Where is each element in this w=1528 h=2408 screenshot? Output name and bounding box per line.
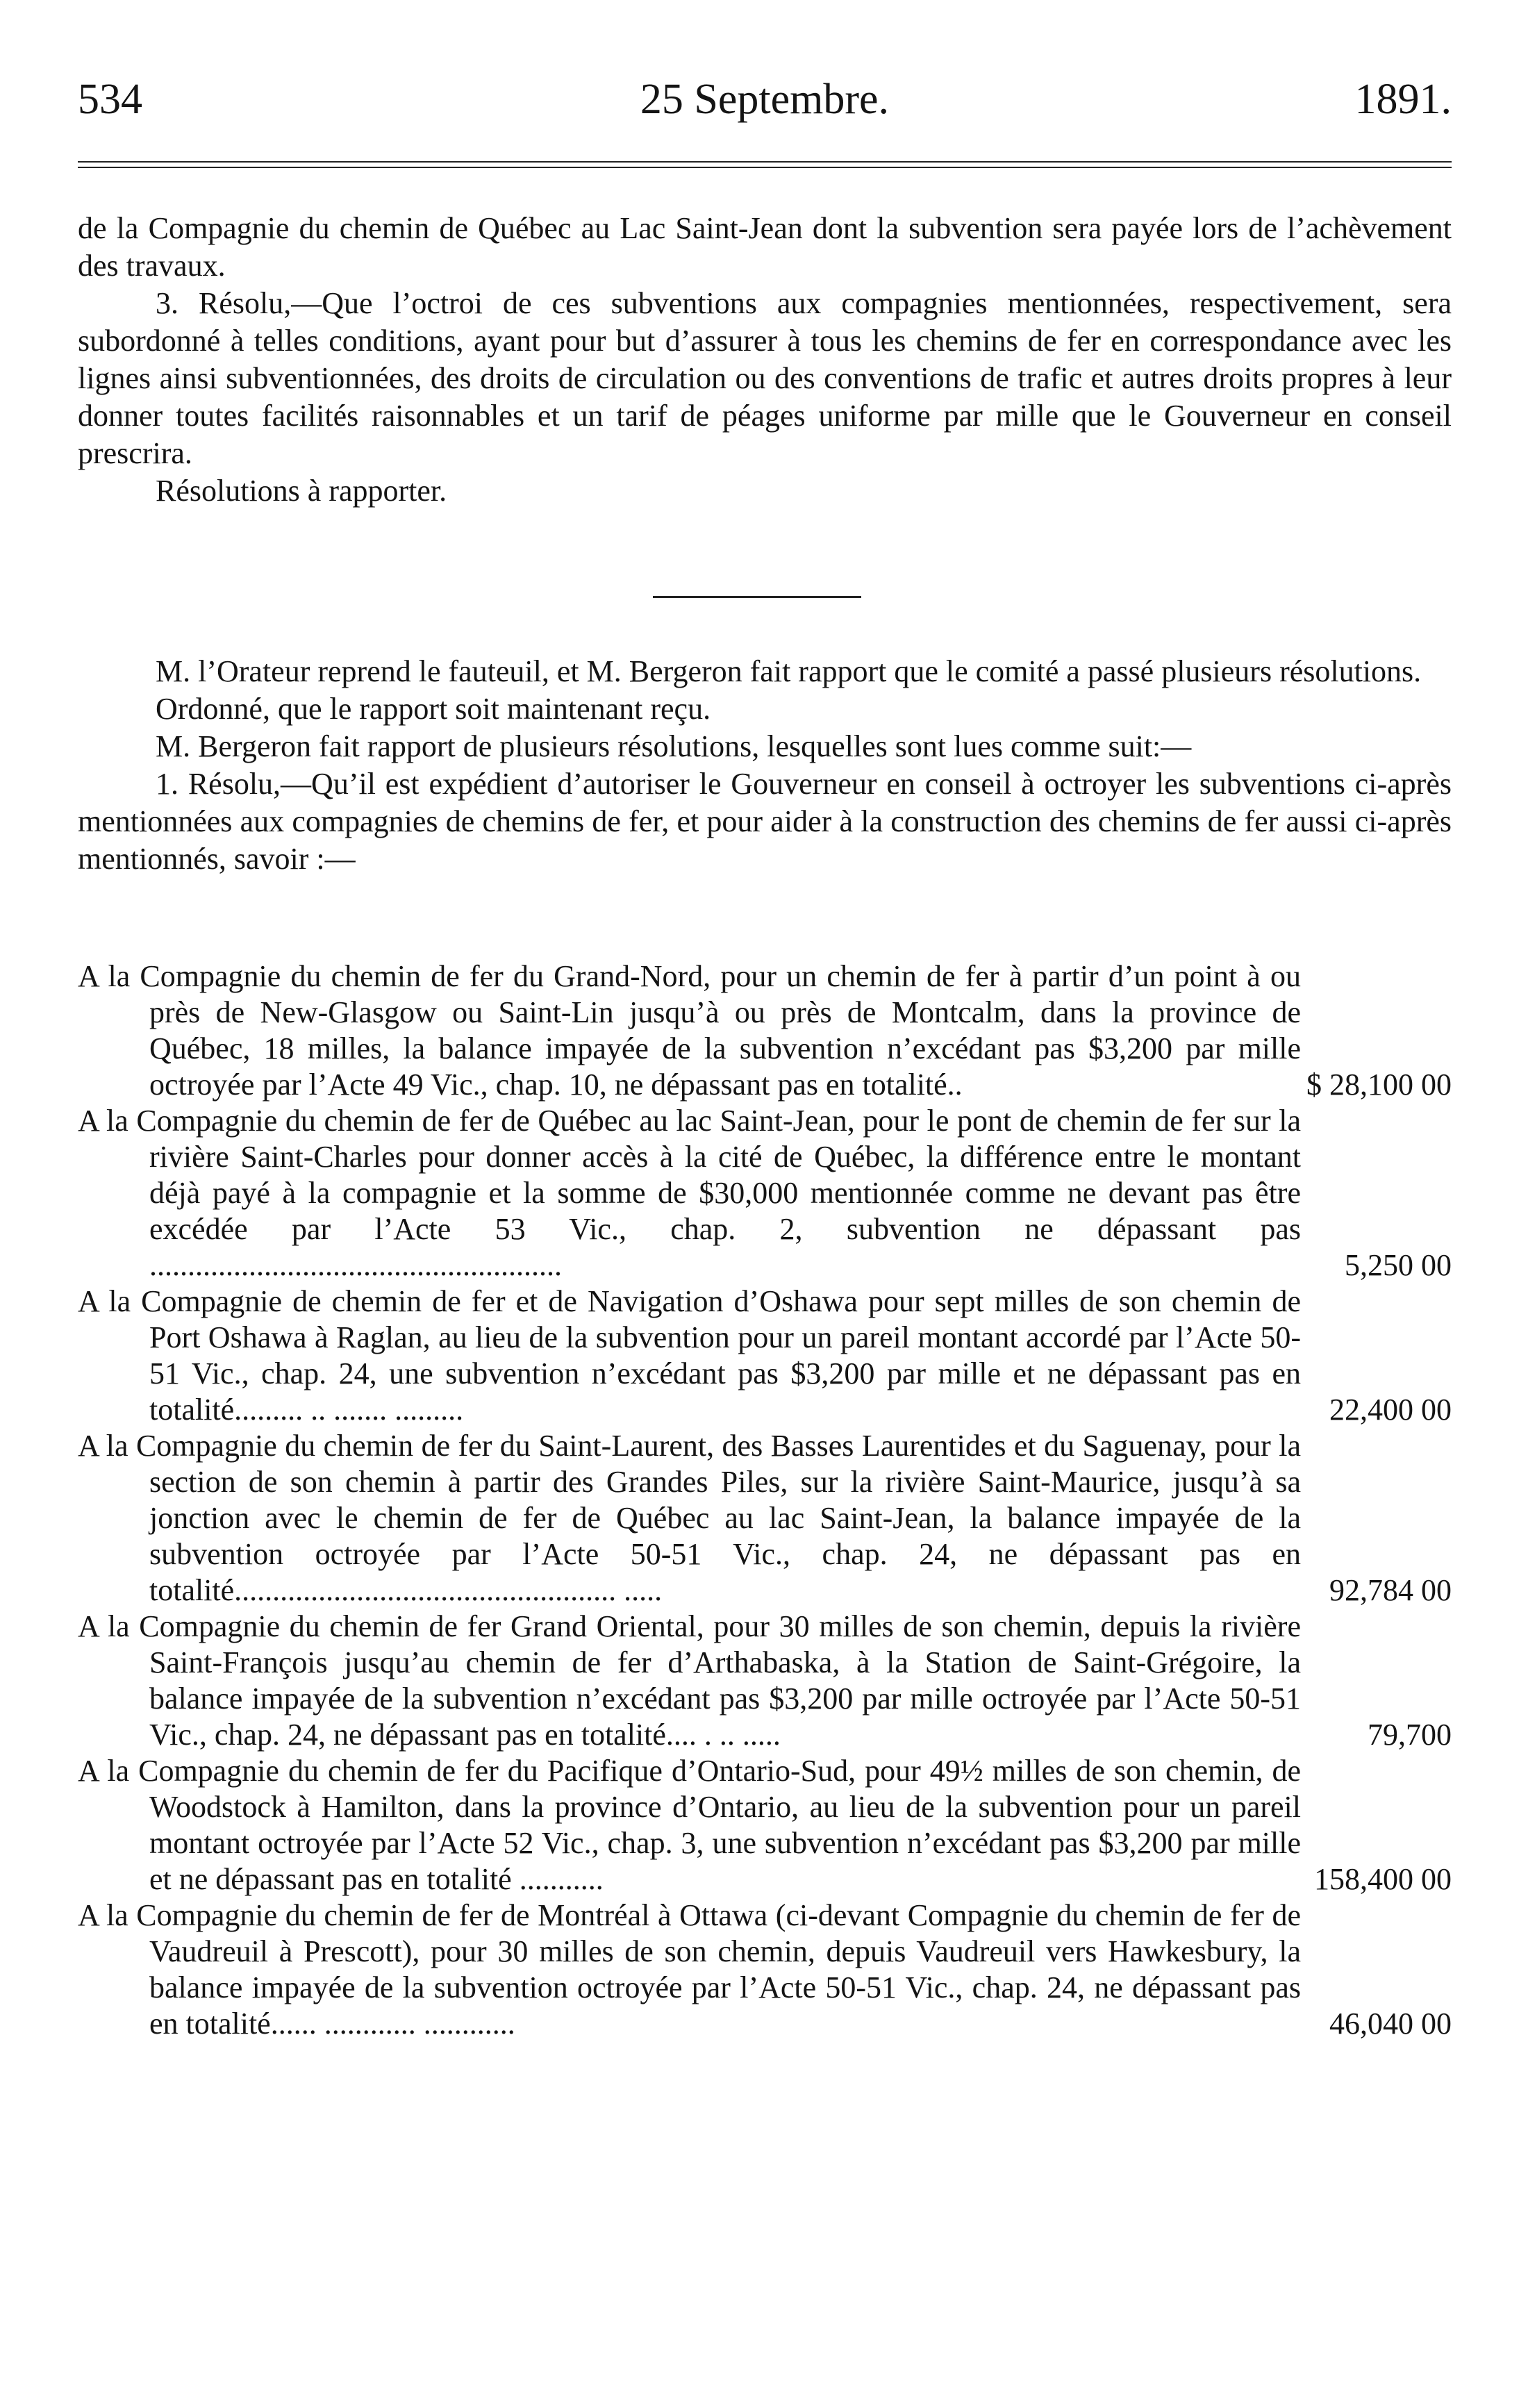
- subsidy-list: [78, 958, 1452, 2042]
- subsidy-entry: [78, 1284, 1452, 1428]
- entry-amount: 79,700: [1368, 1718, 1452, 1752]
- report-section: [78, 653, 1452, 878]
- resolutions-read-paragraph: M. Bergeron fait rapport de plusieurs résolutions, lesquelles sont lues comme suit:—: [156, 729, 1192, 763]
- header-year: 1891.: [1354, 76, 1452, 123]
- subsidy-entry: [78, 1428, 1452, 1609]
- entry-amount: $ 28,100 00: [1306, 1068, 1452, 1102]
- ordered-paragraph: Ordonné, que le rapport soit maintenant reçu.: [156, 692, 711, 726]
- resolution-1-paragraph: 1. Résolu,—Qu’il est expédient d’autoriser le Gouverneur en conseil à octroyer les subventions ci-après mentionnées aux compagnies de chemins de fer, et pour aider à la construction des chemins de fer aussi ci-après mentionnés, savoir :—: [78, 767, 1452, 876]
- report-paragraph: M. l’Orateur reprend le fauteuil, et M. Bergeron fait rapport que le comité a passé plusieurs résolutions.: [156, 654, 1422, 688]
- page-number: 534: [78, 76, 142, 123]
- section-separator: [653, 596, 861, 598]
- entry-text: A la Compagnie du chemin de fer de Québec au lac Saint-Jean, pour le pont de chemin de fer sur la rivière Saint-Charles pour donner accès à la cité de Québec, la différence entre le montant déjà payé à la compagnie et la somme de $30,000 mentionnée comme ne devant pas être excédée par l’Acte 53 Vic., chap. 2, subvention ne dépassant pas ......................................................: [78, 1104, 1301, 1282]
- resolution-3-paragraph: 3. Résolu,—Que l’octroi de ces subventions aux compagnies mentionnées, respectivement, sera subordonné à telles conditions, ayant pour but d’assurer à tous les chemins de fer en correspondance avec les lignes ainsi subventionnées, des droits de circulation ou des conventions de trafic et autres droits propres à leur donner toutes facilités raisonnables et un tarif de péages uniforme par mille que le Gouverneur en conseil prescrira.: [78, 286, 1452, 470]
- entry-text: A la Compagnie du chemin de fer du Grand-Nord, pour un chemin de fer à partir d’un point à ou près de New-Glasgow ou Saint-Lin jusqu’à ou près de Montcalm, dans la province de Québec, 18 milles, la balance impayée de la subvention n’excédant pas $3,200 par mille octroyée par l’Acte 49 Vic., chap. 10, ne dépassant pas en totalité..: [78, 959, 1301, 1102]
- header-rule-bottom: [78, 167, 1452, 168]
- entry-text: A la Compagnie du chemin de fer du Pacifique d’Ontario-Sud, pour 49½ milles de son chemin, de Woodstock à Hamilton, dans la province d’Ontario, au lieu de la subvention pour un pareil montant octroyée par l’Acte 52 Vic., chap. 3, une subvention n’excédant pas $3,200 par mille et ne dépassant pas en totalité ...........: [78, 1754, 1301, 1896]
- subsidy-entry: [78, 1609, 1452, 1753]
- subsidy-entry: [78, 1898, 1452, 2042]
- entry-amount: 158,400 00: [1314, 1862, 1452, 1896]
- continuation-section: [78, 210, 1452, 510]
- subsidy-entry: [78, 1103, 1452, 1284]
- entry-text: A la Compagnie du chemin de fer du Saint-Laurent, des Basses Laurentides et du Saguenay, pour la section de son chemin à partir des Grandes Piles, sur la rivière Saint-Maurice, jusqu’à sa jonction avec le chemin de fer de Québec au lac Saint-Jean, la balance impayée de la subvention octroyée par l’Acte 50-51 Vic., chap. 24, ne dépassant pas en totalité.................................................. .....: [78, 1429, 1301, 1607]
- entry-amount: 46,040 00: [1329, 2007, 1452, 2041]
- resolutions-to-report: Résolutions à rapporter.: [156, 474, 447, 508]
- subsidy-entry: [78, 958, 1452, 1103]
- entry-amount: 5,250 00: [1345, 1248, 1452, 1282]
- entry-text: A la Compagnie du chemin de fer Grand Oriental, pour 30 milles de son chemin, depuis la rivière Saint-François jusqu’au chemin de fer d’Arthabaska, à la Station de Saint-Grégoire, la balance impayée de la subvention n’excédant pas $3,200 par mille octroyée par l’Acte 50-51 Vic., chap. 24, ne dépassant pas en totalité.... . .. .....: [78, 1609, 1301, 1752]
- entry-amount: 22,400 00: [1329, 1393, 1452, 1427]
- page-header: [78, 75, 1452, 138]
- entry-amount: 92,784 00: [1329, 1573, 1452, 1607]
- subsidy-entry: [78, 1753, 1452, 1898]
- entry-text: A la Compagnie de chemin de fer et de Navigation d’Oshawa pour sept milles de son chemin de Port Oshawa à Raglan, au lieu de la subvention pour un pareil montant accordé par l’Acte 50-51 Vic., chap. 24, une subvention n’excédant pas $3,200 par mille et ne dépassant pas en totalité......... .. ....... .........: [78, 1284, 1301, 1427]
- entry-text: A la Compagnie du chemin de fer de Montréal à Ottawa (ci-devant Compagnie du chemin de fer de Vaudreuil à Prescott), pour 30 milles de son chemin, depuis Vaudreuil vers Hawkesbury, la balance impayée de la subvention octroyée par l’Acte 50-51 Vic., chap. 24, ne dépassant pas en totalité...... ............ ............: [78, 1898, 1301, 2041]
- header-date: 25 Septembre.: [640, 76, 890, 123]
- continuation-paragraph: de la Compagnie du chemin de Québec au Lac Saint-Jean dont la subvention sera payée lors de l’achèvement des travaux.: [78, 211, 1452, 283]
- header-rule-top: [78, 161, 1452, 163]
